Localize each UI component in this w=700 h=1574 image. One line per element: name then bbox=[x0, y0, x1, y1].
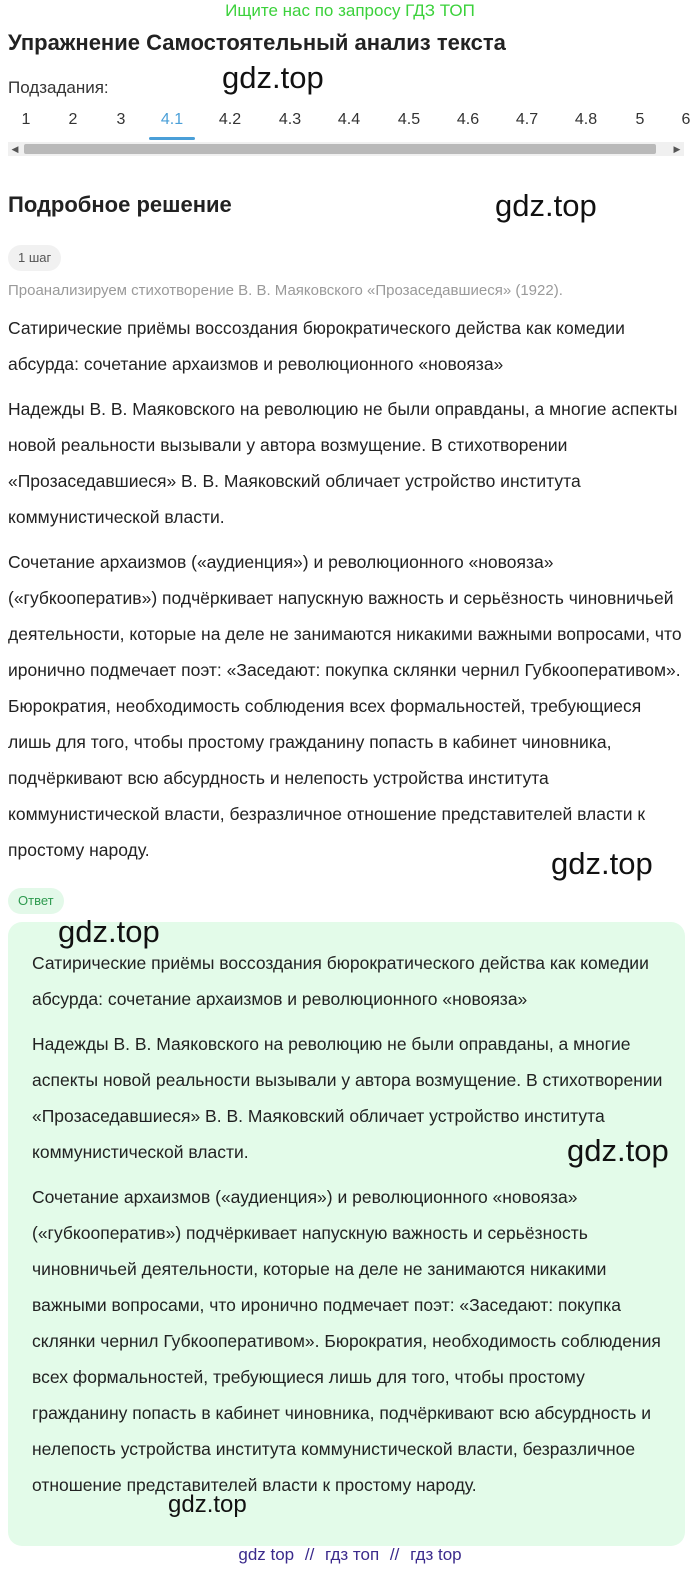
scroll-right-icon[interactable]: ▶ bbox=[673, 144, 681, 154]
footer-link-gdz-top-ru[interactable]: гдз топ bbox=[325, 1545, 380, 1564]
solution-paragraph: Надежды В. В. Маяковского на революцию не были оправданы, а многие аспекты новой реальности вызывали у автора возмущение. В стихотворении «Прозаседавшиеся» В. В. Маяковский обличает устройство института коммунистической власти. bbox=[8, 399, 678, 527]
step-badge: 1 шаг bbox=[8, 245, 61, 271]
tab-1[interactable]: 1 bbox=[21, 111, 31, 128]
page-title: Упражнение Самостоятельный анализ текста bbox=[8, 30, 506, 55]
watermark: gdz.top bbox=[168, 1491, 247, 1518]
answer-paragraph: Надежды В. В. Маяковского на революцию не были оправданы, а многие аспекты новой реальности вызывали у автора возмущение. В стихотворении «Прозаседавшиеся» В. В. Маяковский обличает устройство института коммунистической власти. bbox=[32, 1034, 663, 1162]
scrollbar-thumb[interactable] bbox=[24, 144, 656, 154]
watermark: gdz.top bbox=[58, 914, 160, 949]
answer-paragraph: Сочетание архаизмов («аудиенция») и революционного «новояза» («губкооператив») подчёркивает напускную важность и серьёзность чиновничьей деятельности, которые на деле не занимаются никакими важными вопросами, что иронично подмечает поэт: «Заседают: покупка склянки чернил Губкооперативом». Бюрократия, необходимость соблюдения всех формальностей, требующиеся лишь для того, чтобы простому гражданину попасть в кабинет чиновника, подчёркивают всю абсурдность и нелепость устройства института коммунистической власти, безразличное отношение представителей власти к простому народу. bbox=[32, 1187, 661, 1495]
tab-4-5[interactable]: 4.5 bbox=[397, 111, 421, 128]
footer-separator: // bbox=[389, 1545, 400, 1564]
subtasks-label: Подзадания: bbox=[8, 78, 109, 97]
answer-badge: Ответ bbox=[8, 888, 64, 914]
watermark: gdz.top bbox=[551, 846, 653, 881]
solution-paragraph: Сатирические приёмы воссоздания бюрократического действа как комедии абсурда: сочетание архаизмов и революционного «новояза» bbox=[8, 318, 625, 374]
answer-paragraph: Сатирические приёмы воссоздания бюрократического действа как комедии абсурда: сочетание архаизмов и революционного «новояза» bbox=[32, 953, 649, 1009]
solution-intro: Проанализируем стихотворение В. В. Маяковского «Прозаседавшиеся» (1922). bbox=[8, 282, 563, 299]
tab-4-7[interactable]: 4.7 bbox=[515, 111, 539, 128]
tab-4-8[interactable]: 4.8 bbox=[574, 111, 598, 128]
answer-body bbox=[32, 945, 672, 1512]
solution-paragraph: Сочетание архаизмов («аудиенция») и революционного «новояза» («губкооператив») подчёркивает напускную важность и серьёзность чиновничьей деятельности, которые на деле не занимаются никакими важными вопросами, что иронично подмечает поэт: «Заседают: покупка склянки чернил Губкооперативом». Бюрократия, необходимость соблюдения всех формальностей, требующиеся лишь для того, чтобы простому гражданину попасть в кабинет чиновника, подчёркивают всю абсурдность и нелепость устройства института коммунистической власти, безразличное отношение представителей власти к простому народу. bbox=[8, 552, 682, 860]
tab-5[interactable]: 5 bbox=[635, 111, 645, 128]
scroll-left-icon[interactable]: ◀ bbox=[11, 144, 19, 154]
solution-body bbox=[8, 310, 688, 881]
tab-3[interactable]: 3 bbox=[116, 111, 126, 128]
tab-4-2[interactable]: 4.2 bbox=[218, 111, 242, 128]
section-title: Подробное решение bbox=[8, 192, 232, 217]
watermark: gdz.top bbox=[567, 1133, 669, 1168]
search-hint-banner: Ищите нас по запросу ГДЗ ТОП bbox=[225, 1, 475, 20]
watermark: gdz.top bbox=[222, 60, 324, 95]
tab-4-4[interactable]: 4.4 bbox=[337, 111, 361, 128]
watermark: gdz.top bbox=[495, 188, 597, 223]
tab-4-1[interactable]: 4.1 bbox=[147, 104, 197, 140]
subtask-tabs bbox=[0, 104, 700, 140]
footer-link-gdz-top-mixed[interactable]: гдз top bbox=[410, 1545, 462, 1564]
footer-links bbox=[0, 1542, 700, 1568]
tab-4-3[interactable]: 4.3 bbox=[278, 111, 302, 128]
tabs-scrollbar[interactable] bbox=[8, 142, 684, 156]
tab-6[interactable]: 6 bbox=[681, 111, 691, 128]
tab-4-6[interactable]: 4.6 bbox=[456, 111, 480, 128]
footer-link-gdz-top[interactable]: gdz top bbox=[238, 1545, 295, 1564]
tab-2[interactable]: 2 bbox=[68, 111, 78, 128]
footer-separator: // bbox=[304, 1545, 315, 1564]
